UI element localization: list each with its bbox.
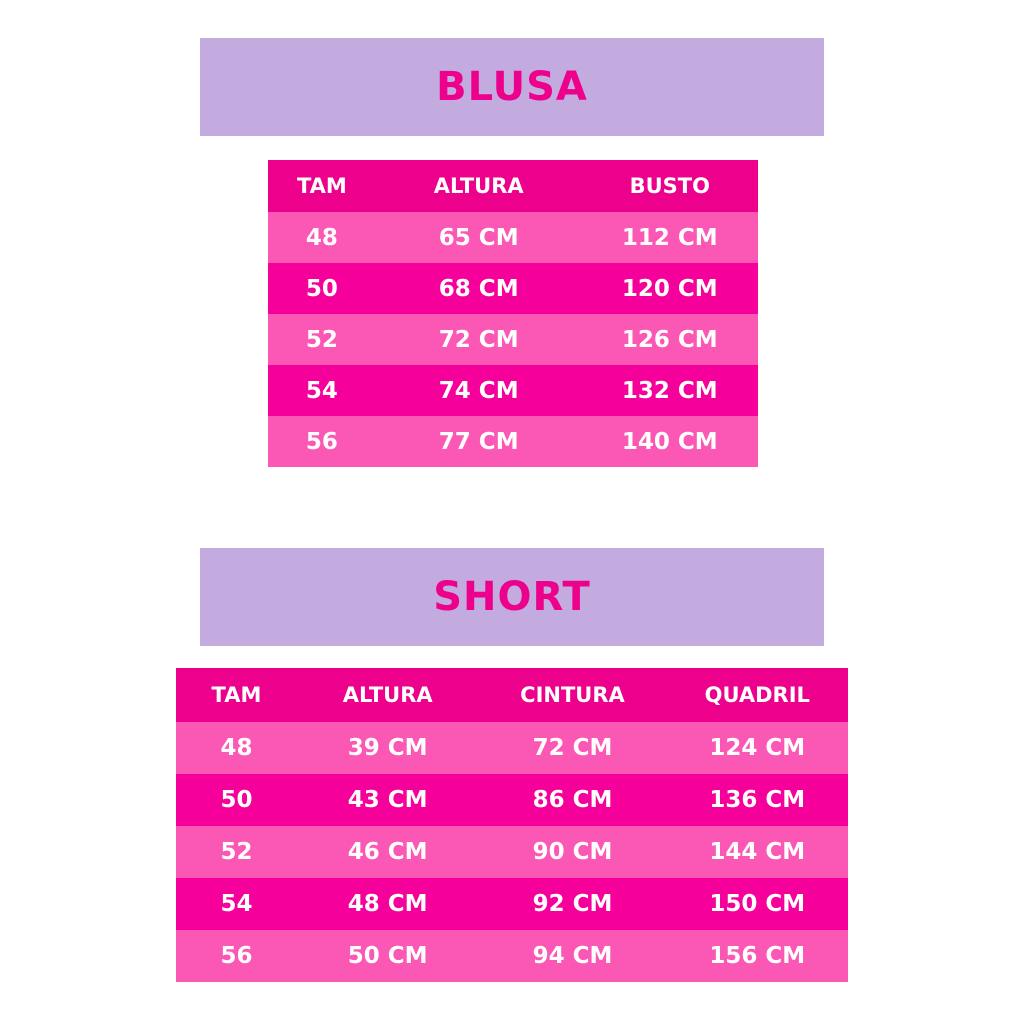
banner-title-short: SHORT <box>433 574 591 620</box>
banner-short <box>200 548 824 646</box>
cell-quadril: 136 CM <box>667 774 848 826</box>
table-wrapper-short <box>176 668 1024 982</box>
cell-tam: 54 <box>268 365 376 416</box>
table-row <box>176 774 848 826</box>
table-row <box>176 826 848 878</box>
cell-tam: 52 <box>176 826 297 878</box>
cell-altura: 48 CM <box>297 878 478 930</box>
cell-altura: 50 CM <box>297 930 478 982</box>
section-blusa <box>0 38 1024 467</box>
column-header-tam: TAM <box>268 160 376 212</box>
cell-tam: 52 <box>268 314 376 365</box>
cell-altura: 39 CM <box>297 722 478 774</box>
cell-cintura: 92 CM <box>478 878 666 930</box>
cell-tam: 56 <box>268 416 376 467</box>
column-header-quadril: QUADRIL <box>667 668 848 722</box>
cell-altura: 74 CM <box>376 365 582 416</box>
column-header-cintura: CINTURA <box>478 668 666 722</box>
column-header-altura: ALTURA <box>376 160 582 212</box>
cell-altura: 72 CM <box>376 314 582 365</box>
cell-tam: 50 <box>268 263 376 314</box>
column-header-altura: ALTURA <box>297 668 478 722</box>
cell-tam: 54 <box>176 878 297 930</box>
cell-cintura: 90 CM <box>478 826 666 878</box>
cell-busto: 140 CM <box>582 416 758 467</box>
column-header-tam: TAM <box>176 668 297 722</box>
table-wrapper-blusa <box>268 160 1024 467</box>
table-row <box>268 365 758 416</box>
banner-title-blusa: BLUSA <box>436 64 588 110</box>
table-row <box>176 722 848 774</box>
cell-tam: 48 <box>268 212 376 263</box>
cell-altura: 68 CM <box>376 263 582 314</box>
cell-busto: 112 CM <box>582 212 758 263</box>
cell-quadril: 144 CM <box>667 826 848 878</box>
table-row <box>176 878 848 930</box>
cell-tam: 50 <box>176 774 297 826</box>
cell-tam: 56 <box>176 930 297 982</box>
table-row <box>268 416 758 467</box>
section-short <box>0 548 1024 982</box>
table-header-row <box>176 668 848 722</box>
cell-cintura: 94 CM <box>478 930 666 982</box>
size-table-short <box>176 668 848 982</box>
size-table-blusa <box>268 160 758 467</box>
table-row <box>268 263 758 314</box>
table-row <box>268 212 758 263</box>
table-header-row <box>268 160 758 212</box>
cell-altura: 46 CM <box>297 826 478 878</box>
cell-busto: 126 CM <box>582 314 758 365</box>
cell-quadril: 150 CM <box>667 878 848 930</box>
cell-cintura: 72 CM <box>478 722 666 774</box>
cell-busto: 132 CM <box>582 365 758 416</box>
cell-altura: 77 CM <box>376 416 582 467</box>
cell-quadril: 156 CM <box>667 930 848 982</box>
cell-altura: 65 CM <box>376 212 582 263</box>
cell-cintura: 86 CM <box>478 774 666 826</box>
column-header-busto: BUSTO <box>582 160 758 212</box>
cell-busto: 120 CM <box>582 263 758 314</box>
cell-altura: 43 CM <box>297 774 478 826</box>
banner-blusa <box>200 38 824 136</box>
cell-tam: 48 <box>176 722 297 774</box>
table-row <box>268 314 758 365</box>
table-row <box>176 930 848 982</box>
cell-quadril: 124 CM <box>667 722 848 774</box>
